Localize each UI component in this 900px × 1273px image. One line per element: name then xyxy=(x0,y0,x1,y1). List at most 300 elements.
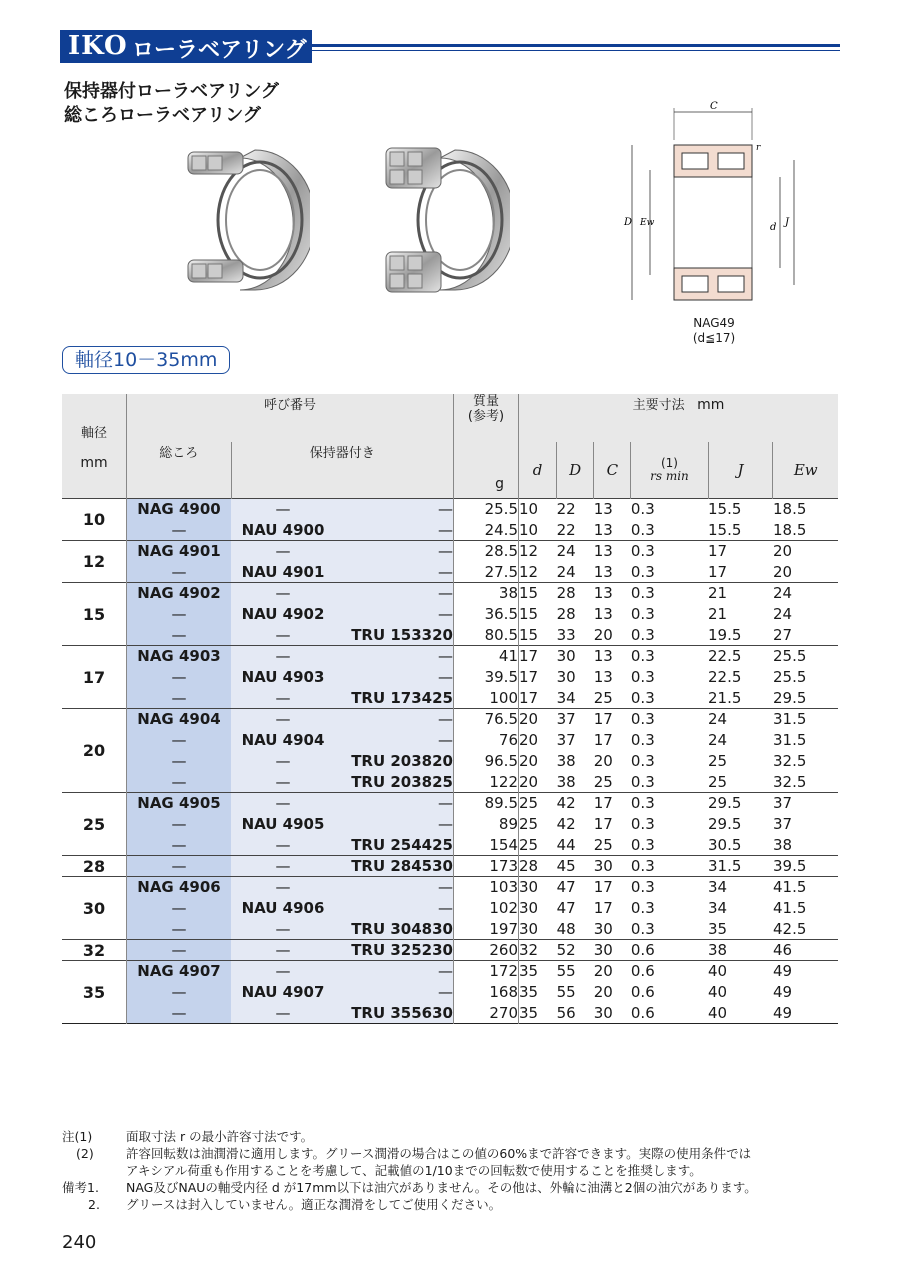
cell-nau: — xyxy=(231,688,335,709)
bearing-photo-caged xyxy=(380,140,510,300)
cell-d: 25 xyxy=(519,835,557,856)
th-with-cage: 保持器付き xyxy=(231,442,454,499)
cell-d: 15 xyxy=(519,604,557,625)
cell-D: 30 xyxy=(557,646,594,667)
table-row xyxy=(62,1003,838,1024)
cell-J: 34 xyxy=(708,899,728,917)
cell-nag: — xyxy=(127,688,232,709)
cell-D: 48 xyxy=(556,919,576,938)
cell-C: 13 xyxy=(593,668,613,686)
cell-tru: TRU 153320 xyxy=(335,625,454,646)
label-Ew: Ew xyxy=(640,218,655,228)
cell-nag: — xyxy=(127,625,232,646)
cell-tru: TRU 203825 xyxy=(335,772,454,793)
cell-tru: — xyxy=(335,499,454,520)
cell-D: 33 xyxy=(556,625,576,644)
cell-nag: — xyxy=(127,520,232,541)
cell-J: 24 xyxy=(708,709,773,730)
cell-nag: NAG 4902 xyxy=(127,583,232,604)
cell-shaft: 15 xyxy=(62,583,127,646)
cell-tru: — xyxy=(335,898,454,919)
table-row xyxy=(62,520,838,541)
cell-rs: 0.3 xyxy=(630,605,655,623)
th-number: 呼び番号 xyxy=(127,394,454,442)
cell-d: 17 xyxy=(519,688,557,709)
cell-tru: — xyxy=(335,877,454,898)
cell-nau: — xyxy=(231,919,335,940)
cell-tru: — xyxy=(335,793,454,814)
cell-tru: TRU 173425 xyxy=(335,688,454,709)
cell-D: 28 xyxy=(556,605,576,623)
cell-tru: — xyxy=(335,604,454,625)
cell-C: 20 xyxy=(593,983,613,1001)
cell-tru: — xyxy=(335,583,454,604)
cell-mass: 122 xyxy=(454,772,519,793)
cell-mass: 103 xyxy=(454,877,519,898)
table-row xyxy=(62,982,838,1003)
table-row xyxy=(62,898,838,919)
cell-rs: 0.3 xyxy=(631,856,708,877)
cell-C: 30 xyxy=(593,919,613,938)
table-row xyxy=(62,940,838,961)
cell-J: 22.5 xyxy=(708,646,773,667)
cell-rs: 0.3 xyxy=(630,752,655,770)
cell-Ew: 31.5 xyxy=(773,709,838,730)
cell-Ew: 20 xyxy=(772,562,793,581)
cell-tru: TRU 203820 xyxy=(335,751,454,772)
cell-d: 10 xyxy=(519,499,557,520)
th-full-complement: 総ころ xyxy=(127,442,232,499)
cell-C: 25 xyxy=(593,835,613,854)
table-row xyxy=(62,709,838,730)
cell-J: 29.5 xyxy=(708,815,742,833)
cell-nau: — xyxy=(231,793,335,814)
cell-nag: — xyxy=(127,835,232,856)
cell-rs: 0.3 xyxy=(630,919,655,938)
cell-rs: 0.3 xyxy=(631,709,708,730)
cell-J: 29.5 xyxy=(708,793,773,814)
cell-mass: 41 xyxy=(454,646,519,667)
cell-nag: — xyxy=(127,667,232,688)
cell-tru: TRU 254425 xyxy=(335,835,454,856)
cell-C: 13 xyxy=(594,583,631,604)
cell-d: 20 xyxy=(519,709,557,730)
cell-nag: — xyxy=(127,730,232,751)
spec-table-body xyxy=(62,499,838,1025)
cell-d: 12 xyxy=(519,562,557,583)
cell-shaft: 28 xyxy=(62,856,127,877)
subtitle-line-1: 保持器付ローラベアリング xyxy=(64,81,279,102)
cell-nag: — xyxy=(127,898,232,919)
cell-mass: 100 xyxy=(454,688,519,709)
cell-tru: — xyxy=(335,562,454,583)
cell-nau: — xyxy=(231,856,335,877)
table-row xyxy=(62,541,838,562)
cell-J: 21 xyxy=(708,583,773,604)
cell-Ew: 31.5 xyxy=(772,731,807,749)
cell-J: 24 xyxy=(708,731,728,749)
cell-rs: 0.3 xyxy=(630,562,655,581)
cell-nau: — xyxy=(231,961,335,982)
cell-Ew: 32.5 xyxy=(772,772,807,791)
cell-D: 24 xyxy=(557,541,594,562)
cell-d: 25 xyxy=(519,793,557,814)
label-C: C xyxy=(710,101,718,112)
table-row xyxy=(62,646,838,667)
iko-logo: IKO xyxy=(68,31,128,61)
cell-D: 38 xyxy=(556,772,576,791)
cell-d: 17 xyxy=(519,646,557,667)
cell-tru: TRU 325230 xyxy=(335,940,454,961)
cell-C: 17 xyxy=(593,731,613,749)
table-row xyxy=(62,751,838,772)
cell-nau: — xyxy=(231,646,335,667)
cell-nau: — xyxy=(231,940,335,961)
diagram-caption-note: (d≦17) xyxy=(692,331,736,345)
cell-nag: — xyxy=(127,1003,232,1024)
cell-nau: NAU 4903 xyxy=(231,667,335,688)
cell-C: 20 xyxy=(593,752,613,770)
cell-J: 15.5 xyxy=(708,499,773,520)
header-rule xyxy=(312,44,840,47)
cell-J: 19.5 xyxy=(708,625,742,644)
cell-nag: — xyxy=(127,856,232,877)
cell-mass: 27.5 xyxy=(454,562,519,583)
cell-J: 15.5 xyxy=(708,520,742,539)
cell-J: 40 xyxy=(708,961,773,982)
cell-nag: — xyxy=(127,982,232,1003)
cell-Ew: 38 xyxy=(772,835,793,854)
cell-nau: NAU 4900 xyxy=(231,520,335,541)
cell-Ew: 29.5 xyxy=(772,688,807,707)
table-bottom-rule xyxy=(62,1024,838,1025)
cell-d: 10 xyxy=(519,520,557,541)
cell-mass: 260 xyxy=(454,940,519,961)
table-row xyxy=(62,499,838,520)
cell-mass: 89.5 xyxy=(454,793,519,814)
cell-mass: 80.5 xyxy=(454,625,519,646)
table-row xyxy=(62,604,838,625)
cell-nag: NAG 4906 xyxy=(127,877,232,898)
cell-d: 30 xyxy=(519,898,557,919)
cell-C: 25 xyxy=(593,688,613,707)
notes-section xyxy=(62,1128,842,1213)
note-1: 注(1) 面取寸法 r の最小許容寸法です。 xyxy=(62,1129,314,1144)
th-mass: 質量 (参考) xyxy=(454,394,519,442)
section-header xyxy=(60,30,840,66)
table-row xyxy=(62,688,838,709)
cell-J: 30.5 xyxy=(708,835,742,854)
cell-nau: — xyxy=(231,625,335,646)
cell-Ew: 49 xyxy=(772,983,793,1001)
cell-mass: 270 xyxy=(454,1003,519,1024)
table-row xyxy=(62,625,838,646)
cell-nau: NAU 4905 xyxy=(231,814,335,835)
cell-shaft: 10 xyxy=(62,499,127,541)
cell-J: 22.5 xyxy=(708,668,742,686)
label-r: r xyxy=(756,143,761,153)
cell-d: 15 xyxy=(519,583,557,604)
cell-J: 35 xyxy=(708,919,728,938)
cell-D: 38 xyxy=(556,752,576,770)
cell-d: 20 xyxy=(519,751,557,772)
cell-d: 15 xyxy=(519,625,557,646)
table-bottom-rule-cell xyxy=(62,1024,838,1025)
table-row xyxy=(62,835,838,856)
th-J: J xyxy=(708,442,773,499)
cell-D: 42 xyxy=(556,815,576,833)
cell-Ew: 42.5 xyxy=(772,919,807,938)
th-C: C xyxy=(594,442,631,499)
cell-tru: — xyxy=(335,709,454,730)
cell-d: 20 xyxy=(519,730,557,751)
cell-rs: 0.6 xyxy=(630,1003,655,1022)
cell-D: 45 xyxy=(557,856,594,877)
cell-mass: 24.5 xyxy=(454,520,519,541)
cell-nag: NAG 4903 xyxy=(127,646,232,667)
cell-shaft: 35 xyxy=(62,961,127,1024)
cell-shaft: 17 xyxy=(62,646,127,709)
cell-mass: 197 xyxy=(454,919,519,940)
cell-tru: TRU 304830 xyxy=(335,919,454,940)
cell-C: 17 xyxy=(594,709,631,730)
cell-rs: 0.3 xyxy=(631,541,708,562)
cell-nau: NAU 4901 xyxy=(231,562,335,583)
cell-nag: — xyxy=(127,940,232,961)
cell-nag: — xyxy=(127,751,232,772)
cell-nau: NAU 4902 xyxy=(231,604,335,625)
cell-mass: 76 xyxy=(454,730,519,751)
cell-mass: 173 xyxy=(454,856,519,877)
cell-Ew: 32.5 xyxy=(772,752,807,770)
cell-Ew: 24 xyxy=(772,605,793,623)
table-row xyxy=(62,877,838,898)
cell-tru: TRU 284530 xyxy=(335,856,454,877)
cell-C: 17 xyxy=(594,793,631,814)
cell-Ew: 27 xyxy=(772,625,793,644)
page-subtitle xyxy=(64,80,279,128)
header-rule-thin xyxy=(312,50,840,51)
cell-nau: NAU 4906 xyxy=(231,898,335,919)
cell-nag: — xyxy=(127,772,232,793)
label-D: D xyxy=(624,217,633,228)
cell-mass: 154 xyxy=(454,835,519,856)
table-row xyxy=(62,583,838,604)
cell-mass: 96.5 xyxy=(454,751,519,772)
cell-tru: — xyxy=(335,667,454,688)
cell-mass: 28.5 xyxy=(454,541,519,562)
note-2: (2) 許容回転数は油潤滑に適用します。グリース潤滑の場合はこの値の60%まで許容できます。実際の使用条件では アキシアル荷重も作用することを考慮して、記載値の1/10までの回転数で使用することを推奨します。 xyxy=(76,1146,752,1178)
cell-rs: 0.3 xyxy=(631,646,708,667)
cell-C: 17 xyxy=(594,877,631,898)
cell-d: 20 xyxy=(519,772,557,793)
cell-D: 37 xyxy=(557,709,594,730)
cell-d: 35 xyxy=(519,982,557,1003)
cell-C: 13 xyxy=(593,562,613,581)
cell-D: 28 xyxy=(557,583,594,604)
cell-D: 44 xyxy=(556,835,576,854)
cell-shaft: 20 xyxy=(62,709,127,793)
table-row xyxy=(62,667,838,688)
cell-C: 30 xyxy=(594,940,631,961)
cell-J: 21 xyxy=(708,605,728,623)
th-dimensions: 主要寸法 mm xyxy=(519,394,839,442)
cell-nau: NAU 4904 xyxy=(231,730,335,751)
cell-C: 30 xyxy=(594,856,631,877)
cell-shaft: 12 xyxy=(62,541,127,583)
cell-d: 17 xyxy=(519,667,557,688)
cell-rs: 0.3 xyxy=(631,793,708,814)
cell-nau: NAU 4907 xyxy=(231,982,335,1003)
cell-nau: — xyxy=(231,709,335,730)
cell-C: 13 xyxy=(594,541,631,562)
cell-D: 55 xyxy=(557,961,594,982)
cell-J: 40 xyxy=(708,1003,728,1022)
cell-d: 25 xyxy=(519,814,557,835)
cell-rs: 0.3 xyxy=(631,877,708,898)
cell-Ew: 39.5 xyxy=(773,856,838,877)
table-row xyxy=(62,856,838,877)
cell-C: 17 xyxy=(593,815,613,833)
cell-nau: — xyxy=(231,1003,335,1024)
cell-Ew: 24 xyxy=(773,583,838,604)
shaft-range-badge: 軸径10－35mm xyxy=(62,346,230,374)
label-J: J xyxy=(785,217,790,228)
cell-C: 13 xyxy=(593,605,613,623)
cell-tru: — xyxy=(335,814,454,835)
cell-C: 30 xyxy=(593,1003,613,1022)
cell-D: 37 xyxy=(556,731,576,749)
table-row xyxy=(62,919,838,940)
cell-mass: 172 xyxy=(454,961,519,982)
cell-Ew: 49 xyxy=(772,1003,793,1022)
remark-2: 2. グリースは封入していません。適正な潤滑をしてご使用ください。 xyxy=(88,1197,502,1212)
cell-J: 17 xyxy=(708,541,773,562)
cell-D: 47 xyxy=(557,877,594,898)
cell-nau: — xyxy=(231,751,335,772)
cell-nau: — xyxy=(231,877,335,898)
cell-Ew: 18.5 xyxy=(773,499,838,520)
cell-rs: 0.3 xyxy=(631,499,708,520)
cell-mass: 36.5 xyxy=(454,604,519,625)
cell-Ew: 18.5 xyxy=(772,520,807,539)
cell-rs: 0.3 xyxy=(630,815,655,833)
section-title: ローラベアリング xyxy=(132,38,307,63)
th-shaft: 軸径 mm xyxy=(62,394,127,499)
table-row xyxy=(62,772,838,793)
cell-mass: 38 xyxy=(454,583,519,604)
cell-tru: — xyxy=(335,646,454,667)
th-rs: (1) rs min xyxy=(631,442,708,499)
cell-nag: NAG 4907 xyxy=(127,961,232,982)
cell-D: 56 xyxy=(556,1003,576,1022)
cell-d: 12 xyxy=(519,541,557,562)
th-d: d xyxy=(519,442,557,499)
cell-d: 35 xyxy=(519,1003,557,1024)
cell-C: 13 xyxy=(593,520,613,539)
table-row xyxy=(62,793,838,814)
cell-shaft: 25 xyxy=(62,793,127,856)
cell-J: 34 xyxy=(708,877,773,898)
table-row xyxy=(62,730,838,751)
cell-mass: 102 xyxy=(454,898,519,919)
cell-d: 28 xyxy=(519,856,557,877)
label-d: d xyxy=(770,222,777,233)
cell-D: 42 xyxy=(557,793,594,814)
spec-table xyxy=(62,394,838,1024)
cell-J: 31.5 xyxy=(708,856,773,877)
cell-Ew: 37 xyxy=(772,815,793,833)
cell-nag: NAG 4904 xyxy=(127,709,232,730)
cell-nag: — xyxy=(127,919,232,940)
bearing-cross-section-diagram xyxy=(612,100,812,310)
cell-shaft: 32 xyxy=(62,940,127,961)
cell-rs: 0.3 xyxy=(630,668,655,686)
cell-mass: 76.5 xyxy=(454,709,519,730)
cell-nag: — xyxy=(127,562,232,583)
cell-Ew: 20 xyxy=(773,541,838,562)
cell-J: 25 xyxy=(708,752,728,770)
cell-rs: 0.3 xyxy=(630,772,655,791)
cell-Ew: 25.5 xyxy=(772,668,807,686)
cell-D: 22 xyxy=(557,499,594,520)
cell-mass: 39.5 xyxy=(454,667,519,688)
cell-C: 17 xyxy=(593,899,613,917)
cell-nag: — xyxy=(127,814,232,835)
cell-rs: 0.3 xyxy=(630,688,655,707)
cell-D: 55 xyxy=(556,983,576,1001)
cell-rs: 0.6 xyxy=(631,961,708,982)
cell-tru: — xyxy=(335,730,454,751)
cell-nau: — xyxy=(231,772,335,793)
cell-rs: 0.3 xyxy=(631,583,708,604)
cell-d: 30 xyxy=(519,877,557,898)
table-row xyxy=(62,562,838,583)
diagram-caption xyxy=(664,316,764,346)
cell-J: 21.5 xyxy=(708,688,742,707)
cell-tru: — xyxy=(335,982,454,1003)
cell-mass: 25.5 xyxy=(454,499,519,520)
page-number: 240 xyxy=(62,1232,97,1253)
cell-shaft: 30 xyxy=(62,877,127,940)
cell-tru: — xyxy=(335,520,454,541)
cell-rs: 0.6 xyxy=(631,940,708,961)
cell-C: 13 xyxy=(594,499,631,520)
cell-C: 13 xyxy=(594,646,631,667)
cell-mass: 168 xyxy=(454,982,519,1003)
cell-Ew: 41.5 xyxy=(773,877,838,898)
cell-Ew: 25.5 xyxy=(773,646,838,667)
cell-rs: 0.3 xyxy=(630,899,655,917)
subtitle-line-2: 総ころローラベアリング xyxy=(64,105,261,126)
cell-D: 52 xyxy=(557,940,594,961)
cell-D: 30 xyxy=(556,668,576,686)
diagram-caption-model: NAG49 xyxy=(693,316,735,330)
cell-J: 17 xyxy=(708,562,728,581)
cell-tru: — xyxy=(335,961,454,982)
cell-tru: — xyxy=(335,541,454,562)
bearing-photo-full-complement xyxy=(180,140,310,300)
cell-D: 47 xyxy=(556,899,576,917)
remark-1: 備考1. NAG及びNAUの軸受内径 d が17mm以下は油穴がありません。その他は、外輪に油溝と2個の油穴があります。 xyxy=(62,1180,757,1195)
cell-nau: — xyxy=(231,835,335,856)
cell-Ew: 41.5 xyxy=(772,899,807,917)
cell-rs: 0.6 xyxy=(630,983,655,1001)
cell-rs: 0.3 xyxy=(630,731,655,749)
cell-D: 24 xyxy=(556,562,576,581)
cell-J: 38 xyxy=(708,940,773,961)
th-D: D xyxy=(557,442,594,499)
